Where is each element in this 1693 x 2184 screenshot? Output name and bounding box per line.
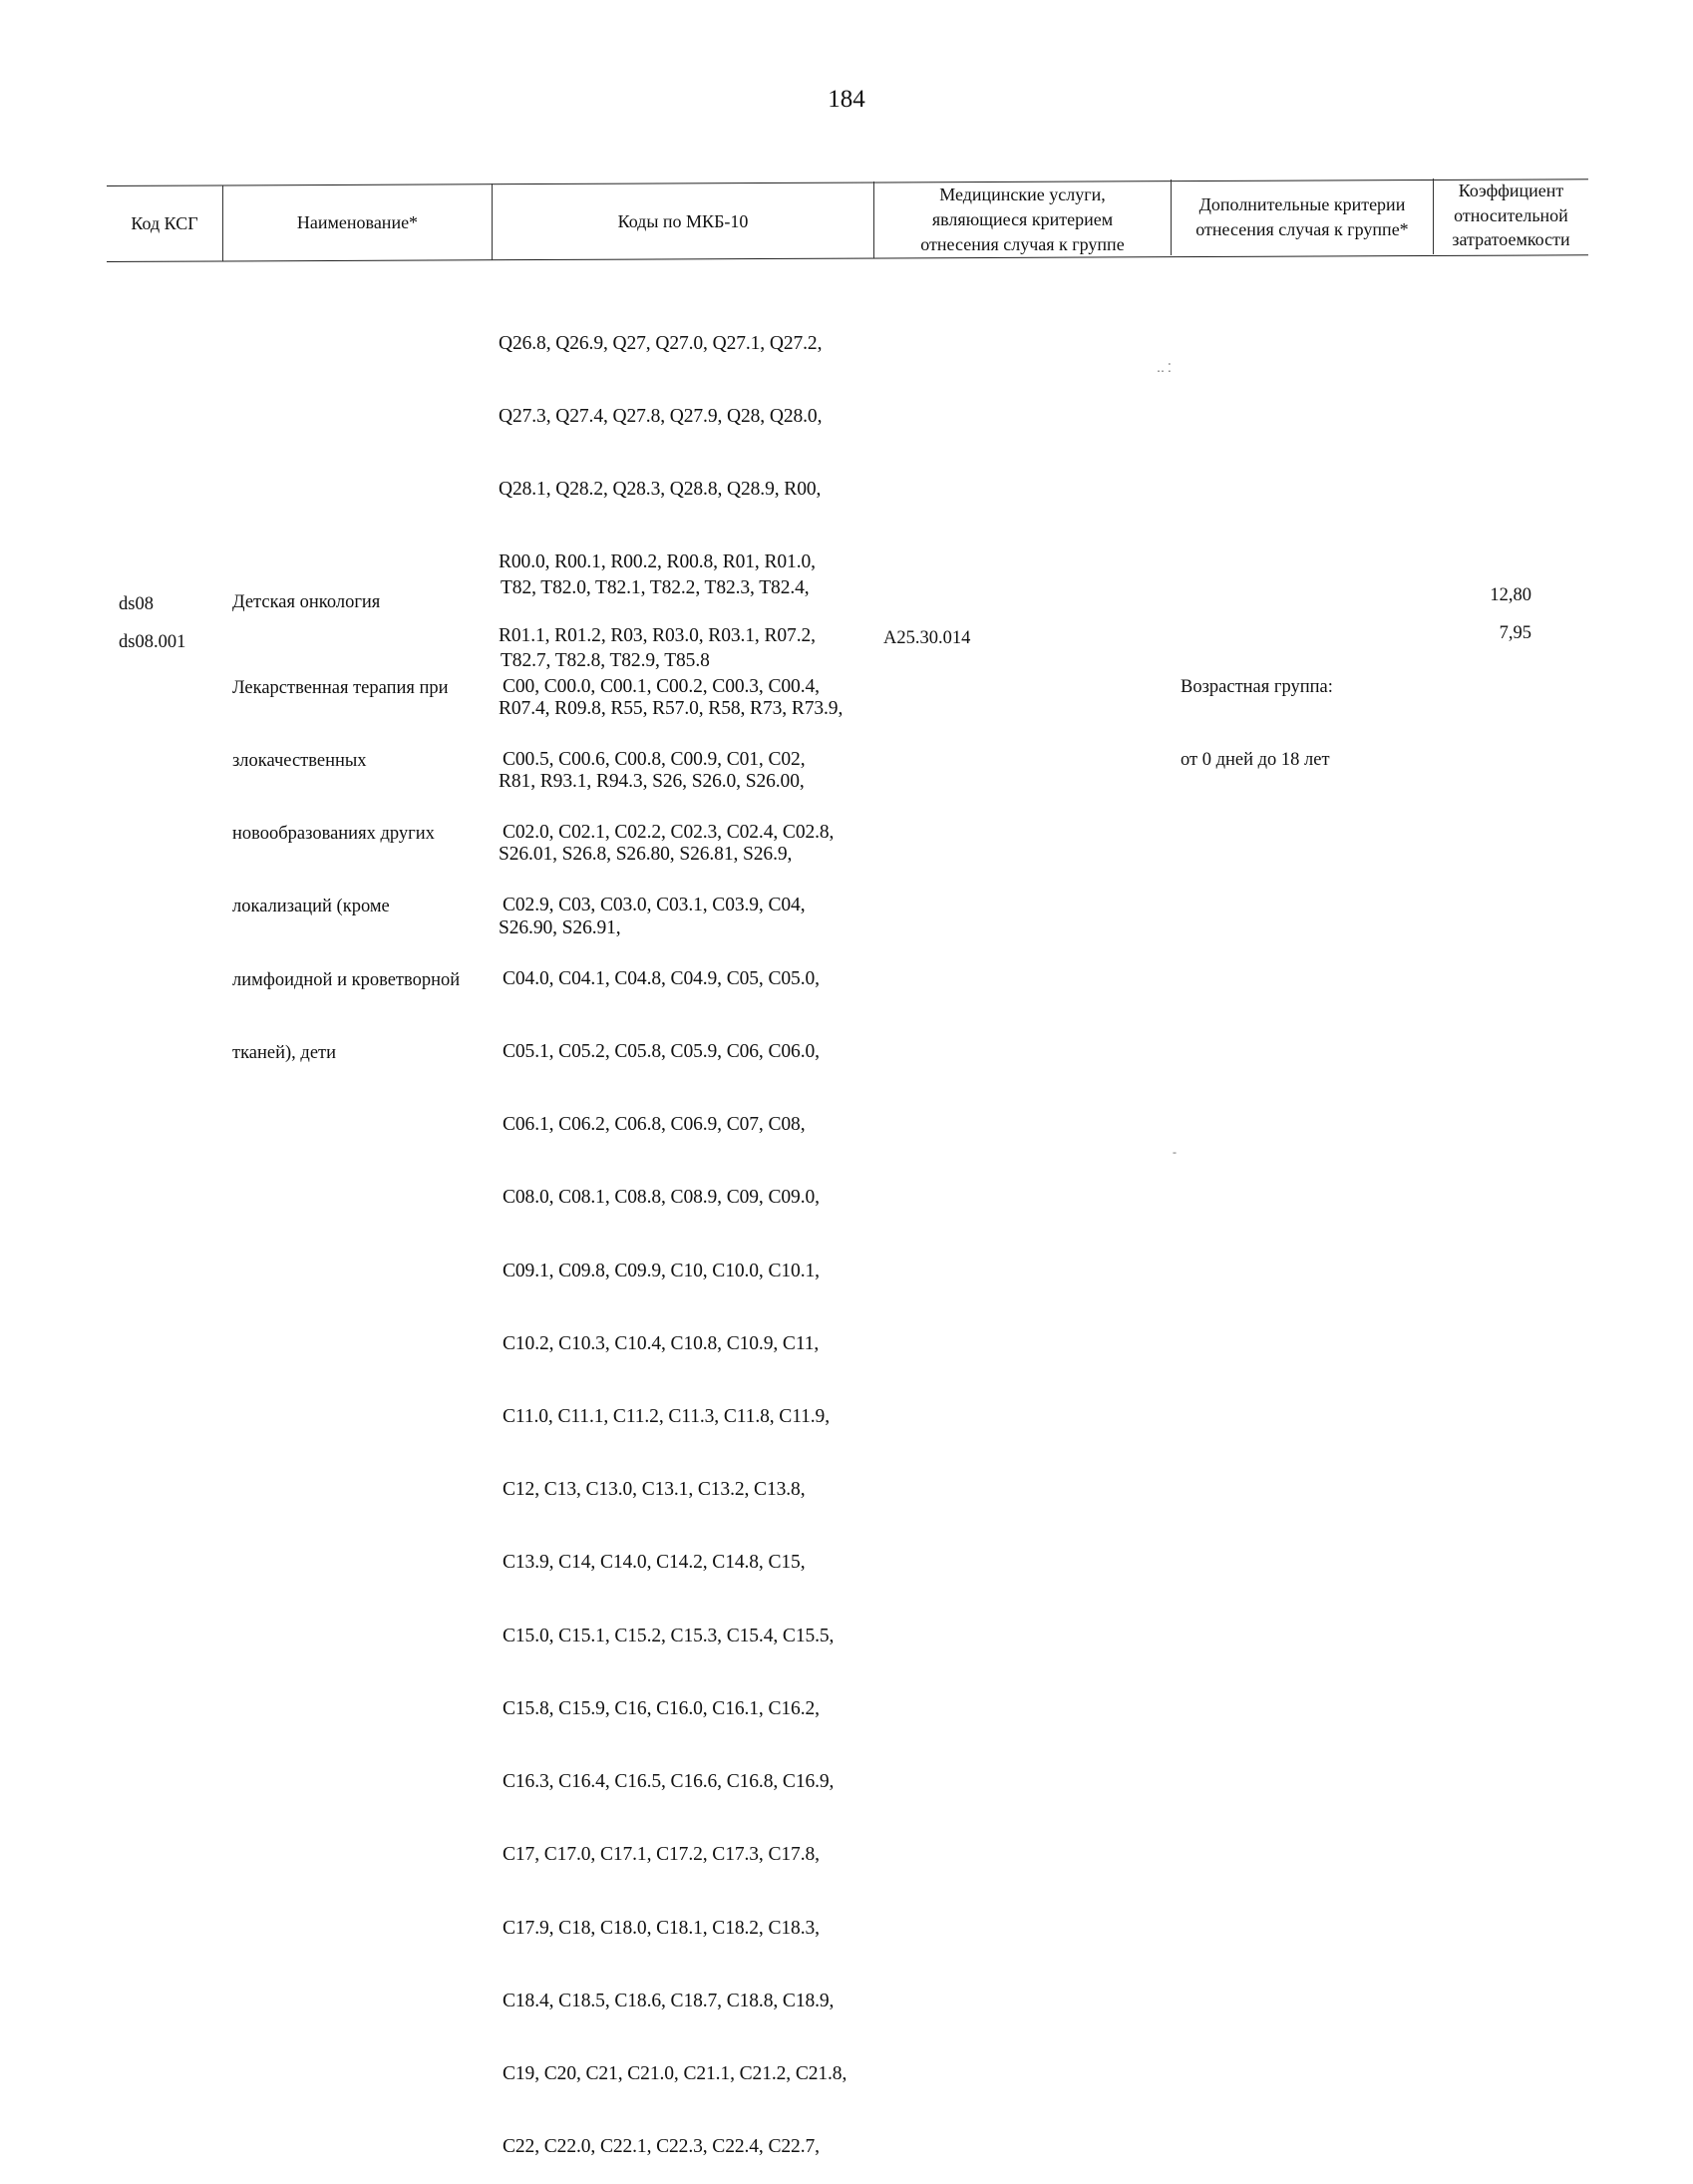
header-divider — [492, 183, 493, 260]
row-ds08-name: Детская онкология — [232, 592, 381, 612]
header-divider — [1171, 180, 1172, 255]
header-divider — [222, 185, 223, 261]
name-line: локализаций (кроме — [232, 897, 390, 917]
name-line: новообразованиях других — [232, 824, 435, 845]
row-ds08-code: ds08 — [119, 594, 154, 614]
icd-line: C10.2, C10.3, C10.4, C10.8, C10.9, C11, — [503, 1332, 820, 1354]
row-ds08-001-code: ds08.001 — [119, 632, 186, 652]
icd-line: C13.9, C14, C14.0, C14.2, C14.8, C15, — [503, 1552, 806, 1574]
header-code: Код КСГ — [131, 213, 198, 233]
name-line: злокачественных — [232, 751, 367, 772]
icd-line: C18.4, C18.5, C18.6, C18.7, C18.8, C18.9, — [503, 1990, 835, 2011]
header-divider — [873, 182, 874, 258]
icd-line: C11.0, C11.1, C11.2, C11.3, C11.8, C11.9, — [503, 1406, 830, 1427]
header-services: Медицинские услуги, являющиеся критерием отнесения случая к группе — [920, 183, 1125, 254]
row-ds08-001-icd-codes — [503, 626, 846, 2184]
icd-line: C04.0, C04.1, C04.8, C04.9, C05, C05.0, — [503, 967, 820, 989]
row-ds08-coef: 12,80 — [1490, 585, 1531, 605]
icd-line: C22, C22.0, C22.1, C22.3, C22.4, C22.7, — [503, 2136, 820, 2158]
name-line: лимфоидной и кроветворной — [232, 969, 461, 990]
criteria-line: от 0 дней до 18 лет — [1181, 750, 1330, 771]
icd-line: R81, R93.1, R94.3, S26, S26.0, S26.00, — [499, 771, 805, 793]
page-number: 184 — [828, 86, 865, 113]
icd-line: C17.9, C18, C18.0, C18.1, C18.2, C18.3, — [503, 1917, 820, 1939]
icd-line: C17, C17.0, C17.1, C17.2, C17.3, C17.8, — [503, 1844, 820, 1866]
icd-line: S26.90, S26.91, — [499, 916, 621, 938]
icd-line: C15.0, C15.1, C15.2, C15.3, C15.4, C15.5, — [503, 1625, 835, 1646]
header-icd: Коды по МКБ-10 — [617, 211, 749, 231]
criteria-line: Возрастная группа: — [1181, 676, 1333, 697]
icd-line: Q28.1, Q28.2, Q28.3, Q28.8, Q28.9, R00, — [499, 479, 822, 501]
scan-speck: ‥ ⁚ — [1157, 361, 1172, 375]
icd-line: C00, C00.0, C00.1, C00.2, C00.3, C00.4, — [503, 675, 820, 697]
icd-line: R01.1, R01.2, R03, R03.0, R03.1, R07.2, — [499, 624, 816, 646]
icd-line: T82.7, T82.8, T82.9, T85.8 — [501, 650, 710, 672]
icd-line: R00.0, R00.1, R00.2, R00.8, R01, R01.0, — [499, 551, 816, 573]
icd-line: C06.1, C06.2, C06.8, C06.9, C07, C08, — [503, 1114, 806, 1136]
icd-line: C19, C20, C21, C21.0, C21.1, C21.2, C21.8, — [503, 2062, 847, 2084]
name-line: тканей), дети — [232, 1042, 337, 1063]
header-divider — [1433, 179, 1434, 254]
row-ds08-001-service: A25.30.014 — [883, 628, 971, 648]
row-ds08-001-coef: 7,95 — [1499, 623, 1531, 643]
scan-speck: - — [1173, 1145, 1177, 1159]
icd-line: Q27.3, Q27.4, Q27.8, Q27.9, Q28, Q28.0, — [499, 406, 823, 428]
name-line: Лекарственная терапия при — [232, 677, 449, 698]
icd-line: C15.8, C15.9, C16, C16.0, C16.1, C16.2, — [503, 1697, 820, 1719]
icd-line: C02.9, C03, C03.0, C03.1, C03.9, C04, — [503, 895, 806, 916]
icd-line: Q26.8, Q26.9, Q27, Q27.0, Q27.1, Q27.2, — [499, 332, 823, 354]
row-ds08-001-criteria — [1181, 626, 1333, 797]
row-ds08-001-name — [232, 627, 460, 1090]
icd-line: R07.4, R09.8, R55, R57.0, R58, R73, R73.9, — [499, 697, 844, 719]
header-coef: Коэффициент относительной затратоемкости — [1452, 181, 1570, 250]
icd-line: C12, C13, C13.0, C13.1, C13.2, C13.8, — [503, 1479, 806, 1501]
icd-line: C16.3, C16.4, C16.5, C16.6, C16.8, C16.9, — [503, 1771, 835, 1793]
icd-line: T82, T82.0, T82.1, T82.2, T82.3, T82.4, — [501, 576, 810, 598]
icd-line: S26.01, S26.8, S26.80, S26.81, S26.9, — [499, 844, 793, 866]
header-name: Наименование* — [296, 212, 419, 232]
icd-line: C02.0, C02.1, C02.2, C02.3, C02.4, C02.8, — [503, 822, 835, 844]
icd-line: C00.5, C00.6, C00.8, C00.9, C01, C02, — [503, 749, 806, 771]
header-criteria: Дополнительные критерии отнесения случая к группе* — [1195, 194, 1409, 239]
icd-line: C05.1, C05.2, C05.8, C05.9, C06, C06.0, — [503, 1040, 820, 1062]
icd-line: C09.1, C09.8, C09.9, C10, C10.0, C10.1, — [503, 1260, 820, 1281]
icd-line: C08.0, C08.1, C08.8, C08.9, C09, C09.0, — [503, 1187, 820, 1209]
